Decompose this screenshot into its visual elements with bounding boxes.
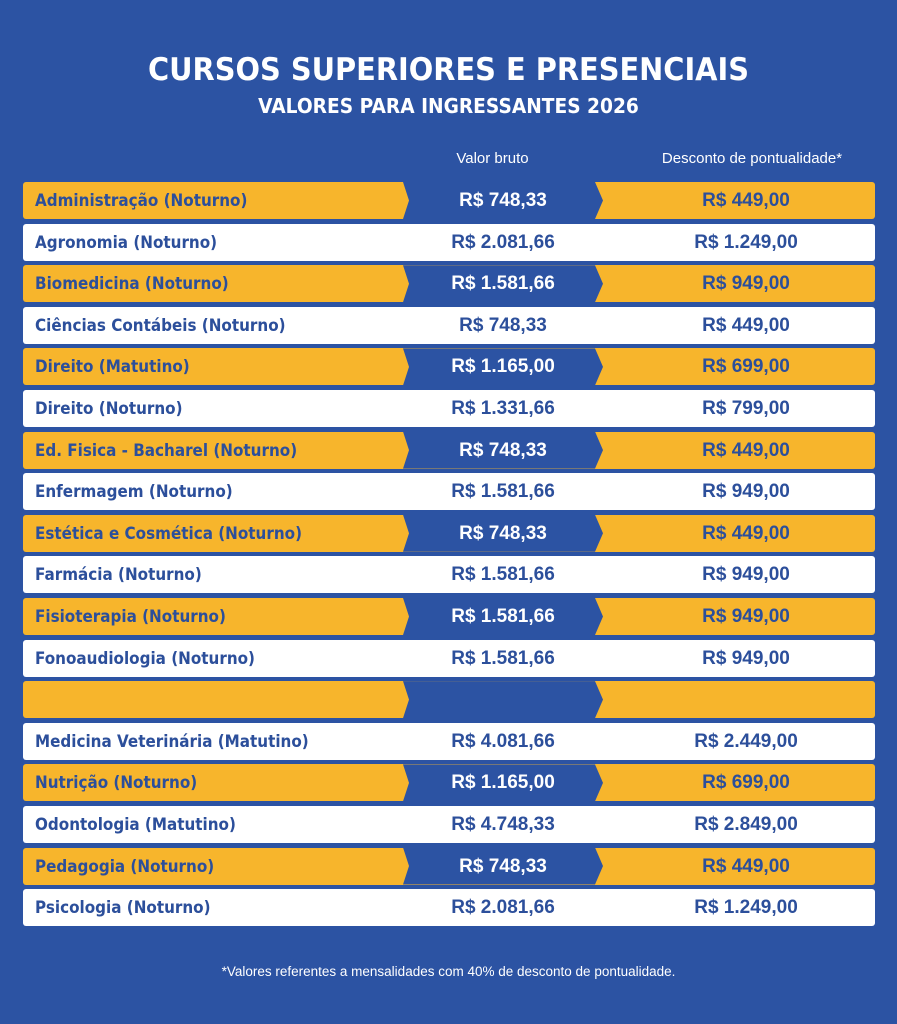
course-name: Biomedicina (Noturno) (35, 274, 229, 294)
discount-price: R$ 699,00 (702, 356, 790, 378)
table-row (23, 848, 875, 885)
gross-price: R$ 4.748,33 (451, 813, 555, 835)
course-name: Fisioterapia (Noturno) (35, 606, 226, 626)
table-row (23, 515, 875, 552)
table-row (23, 182, 875, 219)
table-row (23, 348, 875, 385)
course-name: Farmácia (Noturno) (35, 565, 202, 585)
discount-price: R$ 699,00 (702, 772, 790, 794)
price-table (23, 182, 875, 931)
gross-price: R$ 4.081,66 (451, 730, 555, 752)
table-row (23, 390, 875, 427)
page-subtitle: VALORES PARA INGRESSANTES 2026 (258, 94, 639, 118)
column-header-discount: Desconto de pontualidade* (661, 150, 843, 167)
discount-price: R$ 949,00 (702, 481, 790, 503)
gross-price: R$ 748,33 (459, 190, 547, 211)
column-header-gross: Valor bruto (456, 150, 529, 167)
table-row (23, 224, 875, 261)
discount-price: R$ 799,00 (702, 397, 790, 419)
table-row (23, 806, 875, 843)
discount-price: R$ 449,00 (702, 190, 790, 211)
course-name: Fonoaudiologia (Noturno) (35, 648, 255, 668)
table-row (23, 265, 875, 302)
course-name: Direito (Noturno) (35, 398, 183, 418)
course-name: Medicina Veterinária (Matutino) (35, 731, 309, 751)
gross-price: R$ 1.165,00 (451, 356, 555, 378)
table-row (23, 640, 875, 677)
discount-price: R$ 949,00 (702, 647, 790, 669)
course-name: Estética e Cosmética (Noturno) (35, 523, 303, 543)
course-name: Ciências Contábeis (Noturno) (35, 315, 286, 335)
footnote: *Valores referentes a mensalidades com 40% de desconto de pontualidade. (221, 964, 676, 979)
gross-price: R$ 1.581,66 (451, 605, 555, 627)
course-name: Agronomia (Noturno) (35, 232, 218, 252)
discount-price: R$ 449,00 (702, 314, 790, 336)
course-name: Administração (Noturno) (35, 191, 248, 210)
gross-price: R$ 748,33 (459, 314, 547, 336)
gross-price: R$ 748,33 (459, 855, 547, 877)
course-name: Psicologia (Noturno) (35, 898, 211, 918)
gross-price: R$ 1.581,66 (451, 273, 555, 295)
gross-price: R$ 1.165,00 (451, 772, 555, 794)
table-row (23, 681, 875, 718)
table-row (23, 307, 875, 344)
table-row (23, 556, 875, 593)
price-highlight-cell (403, 681, 603, 718)
discount-price: R$ 449,00 (702, 522, 790, 544)
course-name: Direito (Matutino) (35, 357, 190, 377)
gross-price: R$ 1.331,66 (451, 397, 555, 419)
discount-price: R$ 449,00 (702, 439, 790, 461)
page-title: CURSOS SUPERIORES E PRESENCIAIS (147, 52, 749, 88)
discount-price: R$ 1.249,00 (694, 897, 798, 919)
discount-price: R$ 2.449,00 (694, 730, 798, 752)
table-row (23, 473, 875, 510)
gross-price: R$ 2.081,66 (451, 231, 555, 253)
gross-price: R$ 748,33 (459, 439, 547, 461)
course-name: Pedagogia (Noturno) (35, 856, 215, 876)
discount-price: R$ 949,00 (702, 605, 790, 627)
table-row (23, 764, 875, 801)
gross-price: R$ 1.581,66 (451, 481, 555, 503)
discount-price: R$ 449,00 (702, 855, 790, 877)
gross-price: R$ 748,33 (459, 522, 547, 544)
gross-price: R$ 1.581,66 (451, 564, 555, 586)
course-name: Odontologia (Matutino) (35, 814, 236, 834)
table-row (23, 723, 875, 760)
course-name: Ed. Fisica - Bacharel (Noturno) (35, 440, 298, 460)
gross-price: R$ 1.581,66 (451, 647, 555, 669)
table-row (23, 889, 875, 926)
course-name: Nutrição (Noturno) (35, 773, 198, 793)
discount-price: R$ 1.249,00 (694, 231, 798, 253)
discount-price: R$ 949,00 (702, 564, 790, 586)
table-row (23, 598, 875, 635)
table-row (23, 432, 875, 469)
discount-price: R$ 2.849,00 (694, 813, 798, 835)
course-name: Enfermagem (Noturno) (35, 482, 233, 502)
discount-price: R$ 949,00 (702, 273, 790, 295)
gross-price: R$ 2.081,66 (451, 897, 555, 919)
